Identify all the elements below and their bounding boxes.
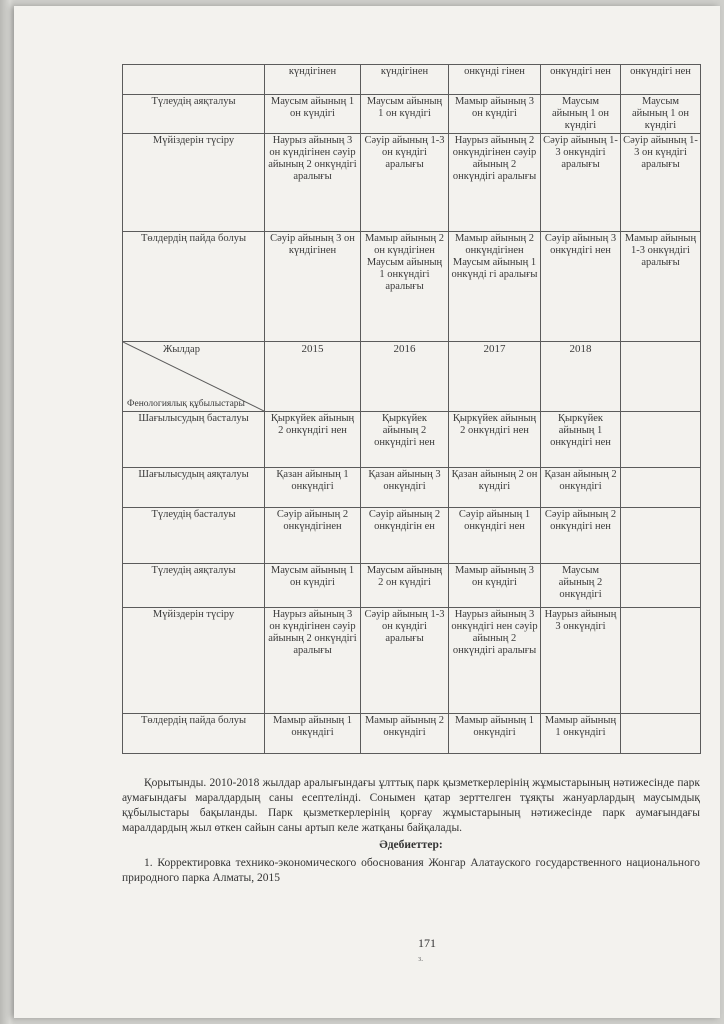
table-cell: Мамыр айының 1 онкүндігі	[449, 714, 541, 754]
table-cell: Мамыр айының 3 он күндігі	[449, 564, 541, 608]
table-cell: Наурыз айының 2 онкүндігінен сәуір айының 2 онкүндігі аралығы	[449, 134, 541, 232]
table-cell: онкүндігі нен	[621, 65, 701, 95]
header-phenomena-label: Фенологиялық құбылыстары	[127, 399, 245, 409]
row-label: Төлдердің пайда болуы	[123, 714, 265, 754]
table-cell: Маусым айының 2 он күндігі	[361, 564, 449, 608]
table-cell	[123, 65, 265, 95]
table-cell: Наурыз айының 3 онкүндігі	[541, 608, 621, 714]
conclusion-paragraph: Қорытынды. 2010-2018 жылдар аралығындағы ұлттық парк қызметкерлерінің жұмыстарының нәтижесінде парк аумағындағы маралдардың саны есептелінді. Сонымен қатар зерттелген тұяқты жануарлардың маусымдық құбылыстары бақыланды. Парк қызметкерлерінің қорғау жұмыстарының нәтижесінде парк аумағындағы маралдардың жыл өткен сайын саны артып келе жатқаны байқалады.	[122, 777, 700, 834]
table-row	[123, 714, 701, 754]
row-label: Шағылысудың басталуы	[123, 412, 265, 468]
table-cell: Мамыр айының 2 онкүндігінен Маусым айының 1 онкүнді гі аралығы	[449, 232, 541, 342]
table-row	[123, 508, 701, 564]
table-cell: Сәуір айының 1-3 онкүндігі аралығы	[541, 134, 621, 232]
table-row	[123, 95, 701, 134]
table-cell	[621, 468, 701, 508]
table-cell: Сәуір айының 1 онкүндігі нен	[449, 508, 541, 564]
table-row	[123, 608, 701, 714]
page-mark: з.	[418, 954, 424, 963]
page-number: 171	[418, 936, 436, 950]
table-cell: Маусым айының 1 он күндігі	[621, 95, 701, 134]
table-cell: күндігінен	[265, 65, 361, 95]
table-cell: онкүндігі нен	[541, 65, 621, 95]
table-cell: Маусым айының 1 он күндігі	[265, 95, 361, 134]
row-label: Мүйіздерін түсіру	[123, 608, 265, 714]
table-cell: онкүнді гінен	[449, 65, 541, 95]
table-row-fragment	[123, 65, 701, 95]
table-cell	[621, 608, 701, 714]
table-cell	[621, 564, 701, 608]
table-cell: Сәуір айының 1-3 он күндігі аралығы	[361, 608, 449, 714]
table-cell: Мамыр айының 1 онкүндігі	[541, 714, 621, 754]
table-row	[123, 412, 701, 468]
table-cell: Қазан айының 2 он күндігі	[449, 468, 541, 508]
page-edge-shadow	[0, 0, 14, 1024]
table-cell: Маусым айының 1 он күндігі	[265, 564, 361, 608]
year-header	[621, 342, 701, 412]
table-cell: Сәуір айының 1-3 он күндігі аралығы	[361, 134, 449, 232]
table-cell: Сәуір айының 3 он күндігінен	[265, 232, 361, 342]
table-cell: Сәуір айының 2 онкүндігін ен	[361, 508, 449, 564]
row-label: Түлеудің басталуы	[123, 508, 265, 564]
table-cell: Наурыз айының 3 он күндігінен сәуір айының 2 онкүндігі аралығы	[265, 134, 361, 232]
table-cell: Қыркүйек айының 2 онкүндігі нен	[449, 412, 541, 468]
table-cell: Қазан айының 1 онкүндігі	[265, 468, 361, 508]
table-cell	[621, 508, 701, 564]
table-cell: Қазан айының 2 онкүндігі	[541, 468, 621, 508]
table-row	[123, 134, 701, 232]
year-header: 2016	[361, 342, 449, 412]
table-cell: Қыркүйек айының 2 онкүндігі нен	[361, 412, 449, 468]
reference-item: 1. Корректировка технико-экономического обоснования Жонгар Алатауского государственного национального природного парка Алматы, 2015	[122, 857, 700, 884]
table-cell: Қыркүйек айының 2 онкүндігі нен	[265, 412, 361, 468]
references-heading: Әдебиеттер:	[379, 839, 443, 851]
year-header: 2017	[449, 342, 541, 412]
table-row	[123, 232, 701, 342]
table-cell: Маусым айының 1 он күндігі	[541, 95, 621, 134]
table-header-row	[123, 342, 701, 412]
table-cell: Қазан айының 3 онкүндігі	[361, 468, 449, 508]
header-years-label: Жылдар	[163, 344, 200, 355]
table-cell: Сәуір айының 2 онкүндігінен	[265, 508, 361, 564]
table-cell: Қыркүйек айының 1 онкүндігі нен	[541, 412, 621, 468]
diagonal-header-cell	[123, 342, 265, 412]
table-row	[123, 564, 701, 608]
year-header: 2018	[541, 342, 621, 412]
table-cell: күндігінен	[361, 65, 449, 95]
table-cell: Маусым айының 2 онкүндігі	[541, 564, 621, 608]
table-cell: Сәуір айының 3 онкүндігі нен	[541, 232, 621, 342]
phenology-table	[122, 64, 701, 754]
table-cell: Мамыр айының 1-3 онкүндігі аралығы	[621, 232, 701, 342]
table-cell	[621, 714, 701, 754]
table-cell: Мамыр айының 2 он күндігінен Маусым айының 1 онкүндігі аралығы	[361, 232, 449, 342]
table-cell: Маусым айының 1 он күндігі	[361, 95, 449, 134]
table-cell: Сәуір айының 1-3 он күндігі аралығы	[621, 134, 701, 232]
row-label: Түлеудің аяқталуы	[123, 95, 265, 134]
row-label: Мүйіздерін түсіру	[123, 134, 265, 232]
table-cell: Сәуір айының 2 онкүндігі нен	[541, 508, 621, 564]
table-row	[123, 468, 701, 508]
table-cell: Наурыз айының 3 онкүндігі нен сәуір айының 2 онкүндігі аралығы	[449, 608, 541, 714]
row-label: Түлеудің аяқталуы	[123, 564, 265, 608]
row-label: Төлдердің пайда болуы	[123, 232, 265, 342]
table-cell: Мамыр айының 2 онкүндігі	[361, 714, 449, 754]
table-cell: Наурыз айының 3 он күндігінен сәуір айының 2 онкүндігі аралығы	[265, 608, 361, 714]
row-label: Шағылысудың аяқталуы	[123, 468, 265, 508]
year-header: 2015	[265, 342, 361, 412]
table-cell	[621, 412, 701, 468]
table-cell: Мамыр айының 3 он күндігі	[449, 95, 541, 134]
table-cell: Мамыр айының 1 онкүндігі	[265, 714, 361, 754]
